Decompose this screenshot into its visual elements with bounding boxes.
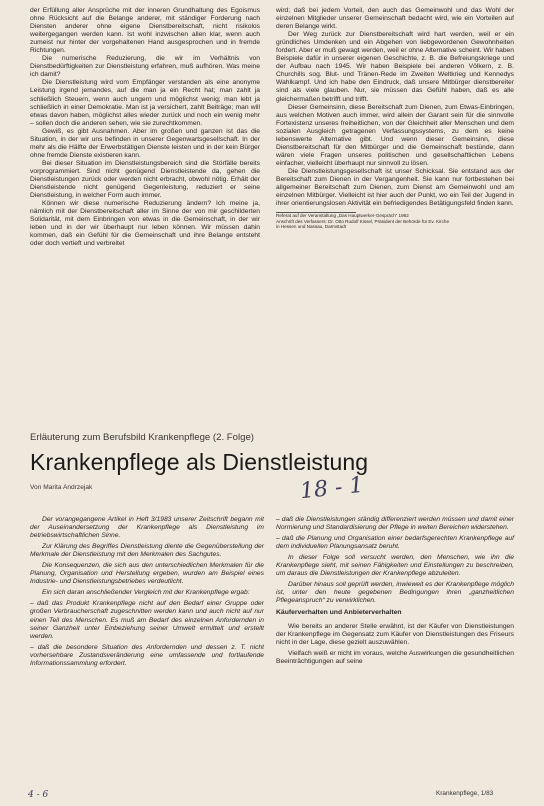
paragraph: der Erfüllung aller Ansprüche mit der inneren Grundhaltung des Egoismus ohne Rücksicht auf die Belange anderer, mit ständiger Forderung nach Diensten anderer ohne eigene Dienstbereitschaft, nicht risikolos weitergegangen werden kann. Ist wohl inzwischen allen klar, wenn auch zumeist nur hinter der vorgehaltenen Hand ausgesprochen und in fremde Richtungen. [30,7,260,55]
paragraph: Bei dieser Situation im Dienstleistungsbereich sind die Störfälle bereits vorprogrammiert. Sind nicht genügend Dienstleistende da, gehen die Dienstleistungen zurück oder werden nicht erbracht, obwohl nötig. Erhält der Dienstleistende nicht genügend Gegenleistung, reduziert er seine Dienstleistung, in welcher Form auch immer. [30,159,260,200]
article-kicker: Erläuterung zum Berufsbild Krankenpflege (2. Folge) [30,432,254,443]
footnote-line: Anschrift des Verfassers: Dr. Otto Rudolf Kissel, Präsident der Behörde für Ev. Kirche [276,218,450,224]
section-subheading: Käuferverhalten und Anbieterverhalten [276,609,402,617]
article-title: Krankenpflege als Dienstleistung [30,449,369,475]
footnote-line: in Hessen und Nassau, Darmstadt [276,224,346,230]
paragraph: Die Konsequenzen, die sich aus den unterschiedlichen Merkmalen für die Planung, Organisation und Herstellung ergeben, wurden am Beispiel eines Industrie- und Dienstleistungsbetriebes verdeutlicht. [30,562,264,586]
footnote [276,213,514,230]
handwritten-page-mark: 4 - 6 [28,790,49,800]
list-item: – daß die Planung und Organisation einer bedarfsgerechten Krankenpflege auf dem individuellen Planungsansatz beruht. [276,535,514,551]
paragraph: wird; daß bei jedem Vorteil, den auch das Gemeinwohl und das Wohl der einzelnen Mitglieder unserer Gemeinschaft bedacht wird, wie ein Vorteilen auf deren Belange wirkt. [276,7,514,31]
paragraph: Vielfach weiß er nicht im voraus, welche Auswirkungen die gesundheitlichen Beeinträchtigungen auf seine [276,649,514,665]
article-author: Von Marita Andrzejak [30,484,93,491]
list-item: – daß das Produkt Krankenpflege nicht auf den Bedarf einer Gruppe oder großen Verbraucherschaft zugeschnitten werden kann und auch nicht auf nur einen Teil des Menschen. Es muß am Bedarf des einzelnen Anfordernden in seiner Ganzheit unter Einbeziehung seiner Umwelt ermittelt und erstellt werden. [30,600,264,640]
paragraph: Die Dienstleistungsgesellschaft ist unser Schicksal. Sie entstand aus der Bereitschaft zum Dienen in der Vergangenheit. Sie kann nur fortbestehen bei allgemeiner Bereitschaft zum Dienen, zum Dienst am Gemeinwohl und am einzelnen Mitbürger. Vielleicht ist hier auch der Punkt, wo ein Teil der Jugend in ihrer orientierungslosen Aktivität ein befriedigendes Betätigungsfeld finden kann. [276,167,514,208]
paragraph: Zur Klärung des Begriffes Dienstleistung diente die Gegenüberstellung der Merkmale der Dienstleistung mit den Merkmalen des Sachgutes. [30,543,264,559]
upper-right-column [276,7,514,230]
paragraph: Die Dienstleistung wird vom Empfänger verstanden als eine anonyme Leistung irgend jemandes, auf die man ja ein Recht hat; man zahlt ja schließlich Steuern, wenn auch ungern und möglichst wenig; man lebt ja schließlich in einer Demokratie. Man ist ja versichert, zahlt Beiträge; man will etwas davon haben, möglichst alles wieder zurück und noch ein wenig mehr – sollen doch die anderen sehen, wie sie zurechtkommen. [30,79,260,127]
article-right-column [276,516,514,669]
paragraph: Können wir diese numerische Reduzierung ändern? Ich meine ja, nämlich mit der Dienstbereitschaft aller im Sinne der von mir geschilderten Solidarität, mit dem Einbringen von etwas in die Gemeinschaft, in der wir leben und in der wir überhaupt nur leben können. Wir müssen dahin kommen, daß ein Gefühl für die Gemeinschaft und ihre Belange entsteht oder doch vertieft und verbreitet [30,200,260,248]
paragraph: In dieser Folge soll versucht werden, den Menschen, wie ihn die Krankenpflege sieht, mit seinen Fähigkeiten und Einstellungen zu beschreiben, um daraus die Dienstleistungen der Krankenpflege abzuleiten. [276,554,514,578]
handwritten-note: 18 - 1 [298,472,365,505]
paragraph: Gewiß, es gibt Ausnahmen. Aber im großen und ganzen ist das die Situation, in der wir uns befinden in unserer Gegenwartsgesellschaft. In der mehr als die Hälfte der Erwerbstätigen Dienste leisten und in der kein Bürger ohne fremde Dienste existieren kann. [30,127,260,159]
list-item: – daß die Dienstleistungen ständig differenziert werden müssen und damit einer Normierung und Standardisierung der Pflege in weiten Bereichen widerstehen. [276,516,514,532]
paragraph: Der vorangegangene Artikel in Heft 3/1983 unserer Zeitschrift begann mit der Auseinandersetzung der Krankenpflege als Dienstleistung im betriebswirtschaftlichen Sinne. [30,516,264,540]
paragraph: Dieser Gemeinsinn, diese Bereitschaft zum Dienen, zum Etwas-Einbringen, aus welchen Motiven auch immer, wird allein der Garant sein für die sinnvolle Fortexistenz unseres freiheitlichen, von der Gleichheit aller Menschen und dem sozialen Ausgleich getragenen Verfassungssystems, zu dem es keine lebenswerte Alternative gibt. Und wenn dieser Gemeinsinn, diese Dienstbereitschaft für den Mitbürger und die Gemeinschaft bestünde, dann wären viele Fragen unseres politischen und gesellschaftlichen Lebens einfacher, vielleicht überhaupt nur sinnvoll zu lösen. [276,103,514,167]
paragraph: Der Weg zurück zur Dienstbereitschaft wird hart werden, weil er ein gründliches Umdenken und ein Abgehen von liebgewordenen Gewohnheiten fordert. Aber er muß gewagt werden, weil er ohne Alternative scheint. Wir haben Beispiele dafür in unserer eigenen Geschichte, z. B. die Befreiungskriege und der Aufbau nach 1945. Wir haben Beispiele bei anderen Völkern, z. B. Churchills sog. Blut- und Tränen-Rede im Zweiten Weltkrieg und Kennedys Wahlkampf. Und ich habe den Eindruck, daß unsere Mitbürger dienstbereiter sind als viele glauben. Nur, sie müssen das Gefühl haben, daß es alle gleichermaßen betrifft und trifft. [276,31,514,103]
article-left-column [30,516,264,671]
paragraph: Darüber hinaus soll geprüft werden, inwieweit es der Krankenpflege möglich ist, unter den heute gegebenen Bedingungen ihren „ganzheitlichen Pflegeanspruch“ zu verwirklichen. [276,581,514,605]
paragraph: Wie bereits an anderer Stelle erwähnt, ist der Käufer von Dienstleistungen der Krankenpflege im Gegensatz zum Käufer von Dienstleistungen des Friseurs nicht in der Lage, diese gezielt auszuwählen. [276,622,514,646]
paragraph: Die numerische Reduzierung, die wir im Verhältnis von Dienstbedürftigkeiten zur Dienstleistung erfahren, muß aufhören. Was meine ich damit? [30,55,260,79]
journal-footer: Krankenpflege, 1/83 [436,790,494,797]
list-item: – daß die besondere Situation des Anfordernden und dessen z. T. nicht vorhersehbare Zustandsveränderung eine umfassende und fortlaufende Informationssammlung erfordert. [30,643,264,667]
footnote-line: Referat auf der Veranstaltung „Das Hauptwerker-Gespräch“ 1982 [276,213,409,219]
paragraph: Ein sich daran anschließender Vergleich mit der Krankenpflege ergab: [42,589,250,597]
upper-left-column [30,7,260,248]
